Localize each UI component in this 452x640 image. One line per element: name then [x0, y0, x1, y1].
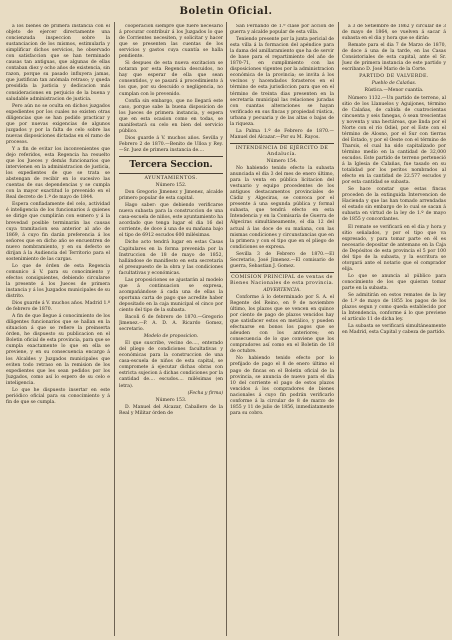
paragraph: Dicho acto tendrá lugar en estas Casas Capitulares en la forma prevenida por la Instruccion de 18 de mayo de 1852, hallándose de manifiesto en esta secretaría el presupuesto de la obra y las condiciones facultativas y económicas. [119, 240, 223, 276]
paragraph: Don Gregorio Jimenez y Jimenez, alcalde primero popular de esta capital. [119, 190, 223, 202]
paragraph: Lo que he dispuesto insertar en este periódico oficial para su conocimiento y á fin de que se cumpla. [6, 387, 110, 405]
notice-number: Número 152. [155, 183, 187, 189]
paragraph: Teniendo presente por la junta pericial de esta villa á la formacion del apéndice para la dama del amillaramiento que ha de servir de base para el repartimiento del año de 1870-71, en cumplimiento con las disposiciones vigentes por la administracion económica de la provincia; se invita á los vecinos y hacendados forasteros en el término de esta jurisdiccion para que en el término de treinta dias presenten en la secretaría municipal las relaciones juradas con cuantas alteraciones se hayan verificado en sus fincas y propiedad rústica, urbana y pecuaria y de las altas o bajas de la riqueza. [230, 37, 334, 127]
category-heading: Rústica.—Menor cuantía. [364, 88, 424, 94]
subsection-heading: COMISION PRINCIPAL de ventas de Bienes Nacionales de esta provincia. [230, 274, 334, 286]
column-rule [114, 22, 115, 636]
paragraph: Sevilla 3 de Febrero de 1870.—El Secretario, José Jimenez.—El comisario de guerra, Sebastian J. Gomez. [230, 251, 334, 269]
column-2 [119, 24, 223, 636]
paragraph: Hago saber: que debiendo verificarse nueva subasta para la construccion de una casa-escuela de niños, este ayuntamiento ha acordado que tenga lugar el dia 16 del corriente, de doce á una de su mañana bajo el tipo de 6912 escudos 600 milésimas. [119, 203, 223, 239]
section-divider [230, 143, 334, 144]
paragraph: D. Manuel del Alcazar, Caballero de la Real y Militar órden de [119, 404, 223, 416]
column-1 [6, 24, 110, 636]
running-head: Boletin Oficial. [179, 6, 273, 17]
subsection-heading: AYUNTAMIENTOS. [144, 175, 198, 181]
paragraph: Lo que se anuncia al público para conocimiento de los que quieran tomar parte en la subasta. [342, 273, 446, 291]
paragraph: La Palma 1.º de Febrero de 1870.—Manuel del Alcazar.—Por su M. Rayos. [230, 128, 334, 140]
paragraph: á los bienes de primera instancia con el objeto de ejercer directamente una concienzuda inspeccion sobre la sustanciacion de los mismos, estimularla y simplificar dichos servicios, he observado con satisfaccion que se han terminado causas tan antiguas, que algunas de ellas contaban diez y ocho años de existencia, sin razon, porque su pasado influyera jamas, que justifican tan anómala retraso; y queda presidida la justicia y dedicacion más consideraciones en perjuicio de la buena y saludable administracion de justicia. [6, 24, 110, 102]
subsection-heading: INTENDENCIA DE EJÉRCITO DE Andalucía. [235, 145, 329, 157]
paragraph: Si despues de esta nueva excitacion se notaran por esta Regencia descuidos, no hay que esperar de ella que sean consentidos, y se pasará á procedimiento á los que, por su descuido o negligencia, no cumplan con lo prevenido. [119, 61, 223, 97]
column-rule [226, 22, 227, 636]
section-title: Tercera Seccion. [129, 159, 213, 170]
paragraph: Y a fin de evitar los inconvenientes que dejo referidos, esta Regencia ha resuelto que los Jueces y demás funcionarios que intervienen en la administracion de justicia, los expedientes de que se trata se abstengan de recibir en lo sucesivo las cuentas de sus dependencias y se cumpla con la mayor exactitud lo prevenido en el Real decreto de 1.º de mayo de 1844. [6, 146, 110, 201]
paragraph: El remate se verificará en el dia y hora y sitio señalados, y por el tipo que va expresado, y para tomar parte en él es necesario depositar de antemano en la Caja de Depósitos de esta provincia el 5 por 100 del tipo de la subasta, y la escritura se otorgará ante el notario que el comprador elija. [342, 224, 446, 272]
notice-number: Número 154. [266, 158, 298, 164]
signature-note: (Fecha y firma) [187, 390, 223, 396]
paragraph: Pero aún no se oculta en dichos juzgados expedientes por los cuales no existen otras diligencias que se han podido practicar y que por nuevas exigencias de algunos juzgados y por la falta de celo sobre las nuevas disposiciones dictadas en el ramo de procesos. [6, 103, 110, 145]
pueblo-heading: Pueblo de Calañas. [371, 81, 417, 87]
paragraph: Remate para el dia 7 de Marzo de 1870, de doce á una de la tarde, en las Casas Consistoriales de esta capital, ante el Sr. Juez de primera instancia de este partido y escribano D. José Mario de la Corte. [342, 43, 446, 73]
paragraph: No habiendo tenido efecto la subasta anunciada el dia 3 del mes de enero último, para la venta en pública licitacion del vestuario y equipo procedentes de los antiguos destacamentos provinciales de Cádiz y Algeciras, se convoca por el presente á una segunda pública y formal subasta, que tendrá efecto en esta Intendencia y en la Comisaría de Guerra de Algeciras simultáneamente, el dia 12 del actual á las doce de su mañana, con las mismas condiciones y circunstancias que en la primera y con el tipo que en el pliego de condiciones se expresa. [230, 166, 334, 250]
section-divider [119, 173, 223, 174]
paragraph: Dios guarde á V. muchos años. Sevilla y Febrero 2 de 1870.—Benito de Ulloa y Rey.—Sr. Juez de primera instancia de.... [119, 135, 223, 153]
paragraph: cooperacion siempre que fuere necesario á procurar contribuir á los Juzgados lo que de Corrientes necesiten, y solicitar y hacer que se presenten las cuentas de los servicios y gastos cuya cuantía se halla pendiente. [119, 24, 223, 60]
paragraph: La subasta se verificará simultáneamente en Madrid, esta Capital y cabeza de partido. [342, 324, 446, 336]
paragraph: Bacoli 6 de febrero de 1870.—Gregorio Jimenez.—P. A. D. A. Ricardo Gomez, secretario. [119, 315, 223, 333]
column-4 [342, 24, 446, 636]
section-divider [230, 272, 334, 273]
column-3 [230, 24, 334, 636]
model-title: Modelo de proposicion. [143, 334, 199, 340]
paragraph: á 3 de Setiembre de 1862 y circular de 3 de mayo de 1864, se vuelven á sacar á subasta en el dia y hora que se dirán: [342, 24, 446, 42]
advertencia-heading: ADVERTENCIA. [263, 287, 301, 293]
paragraph: No habiendo tenido efecto por lo prefijado de pago el 8 de enero último el pago de fincas en el Boletin oficial de la provincia, se anuncia de nuevo para el día 10 del corriente el pago de estos plazos vencidos á los compradores de bienes nacionales á cuyo fin podrán verificarlo conforme á la circular de 8 de marzo de 1855 y 11 de julio de 1856, inmediatamente para su cobro. [230, 356, 334, 416]
paragraph: Dios guarde á V. muchos años. Madrid 1.º de febrero de 1870. [6, 301, 110, 313]
paragraph: A fin de que llegue á conocimiento de los diligentes funcionarios que se hallan en la situacion á que se refiere la preinserta órden, he dispuesto su publicacion en el Boletin oficial de esta provincia, para que se cumpla exactamente lo que en ella se previene, y en su consecuencia encargo á los Alcaldes y Juzgados municipales que eviten todo retraso en la remision de los expedientes que les sean pedidos por los Juzgados, como así lo espero de su celo e inteligencia. [6, 314, 110, 386]
paragraph: Se admitirán en estos remates de la ley de 1.º de mayo de 1855 los pagos de los plazos segun y como queda establecido por la Intendencia, conforme á lo que previene el artículo 11 de dicha ley. [342, 293, 446, 323]
paragraph: Conforme á lo determinado por S. A. el Regente del Reino, en 9 de noviembre último, los plazos que se vencen en quince por ciento de pago de plazos vencidos hay que satisfacer estos en metálico, y pueden efectuarse en bonos los pagos que se adeuden con los anteriores; en consecuencia de lo que conviene que los compradores así como en el Boletin de 18 de octubre. [230, 294, 334, 355]
paragraph: Número 1132.—Un partido de terreno, al sitio de los Llanuelos y Aguijones, término de Calañas, de cabida de cuatrocientas cincuenta y seis fanegas, ó sean trescientas y noventa y una hectáreas, que linda por el Norte con el río Odiel, por el Este con el término de Alosno, por el Sur con tierras del Estado, y por el Oeste con el término de Tharsis, el cual ha sido capitalizado por término medio en la cantidad de 32,000 escudos. Este partido de terreno perteneció á la Iglesia de Calañas, fue tasado en su totalidad por los peritos nombrados al efecto en la cantidad de 22.577 escudos y por esta cantidad se subasta. [342, 95, 446, 186]
column-rule [338, 22, 339, 636]
paragraph: Espera confiadamente del celo, actividad é inteligencia de los funcionarios á quienes se dirige que cumplirán con esmero y á la brevedad posible terminarán las causas cuya tramitacion sea anterior al año de 1869, á cuyo fin darán preferencia á los señores que en dicho año se encuentren de nuevo nombramiento, y en su defecto se dirijan á la Audiencia del Territorio para el sostenimiento de las cargas. [6, 202, 110, 262]
section-divider [119, 156, 223, 157]
paragraph: Las proposiciones se ajustarán al modelo que á continuacion se expresa, acompañándose á cada una de ellas la oportuna carta de pago que acredite haber depositado en la caja municipal el cinco por ciento del tipo de la subasta. [119, 277, 223, 313]
notice-number: Número 153. [155, 397, 187, 403]
paragraph: Confía sin embargo, que no llegará este caso, porque sabe la buena disposicion de los Jueces de primera instancia, y espera que en esta ocasion como en todas, se manifestará su celo en bien del servicio público. [119, 98, 223, 134]
paragraph: Lo que de órden de esta Regencia comunico á V. para su conocimiento y efectos consiguientes, debiendo circularse la presente á los Jueces de primera instancia y á los Juzgados municipales de su distrito. [6, 263, 110, 300]
paragraph: El que suscribe, vecino de...., enterado del pliego de condiciones facultativas y económicas para la construccion de una casa-escuela de niños de esta capital, se compromete á ejecutar dichas obras con estricta sujecion á dichas condiciones por la cantidad de.... escudos.... milésimas (en letra). [119, 341, 223, 389]
subsection-heading: PARTIDO DE VALVERDE. [359, 74, 429, 80]
paragraph: Se hace constar que estas fincas proceden de la extinguida Intervencion de Hacienda y que las han tomado arrendadas el estado sin embargo de lo cual se sacan á subasta en virtud de la ley de 1.º de mayo de 1855 y concordantes. [342, 187, 446, 223]
paragraph: San Fernando de 1.ª clase por accion de guerra y alcalde popular de esta villa. [230, 24, 334, 36]
